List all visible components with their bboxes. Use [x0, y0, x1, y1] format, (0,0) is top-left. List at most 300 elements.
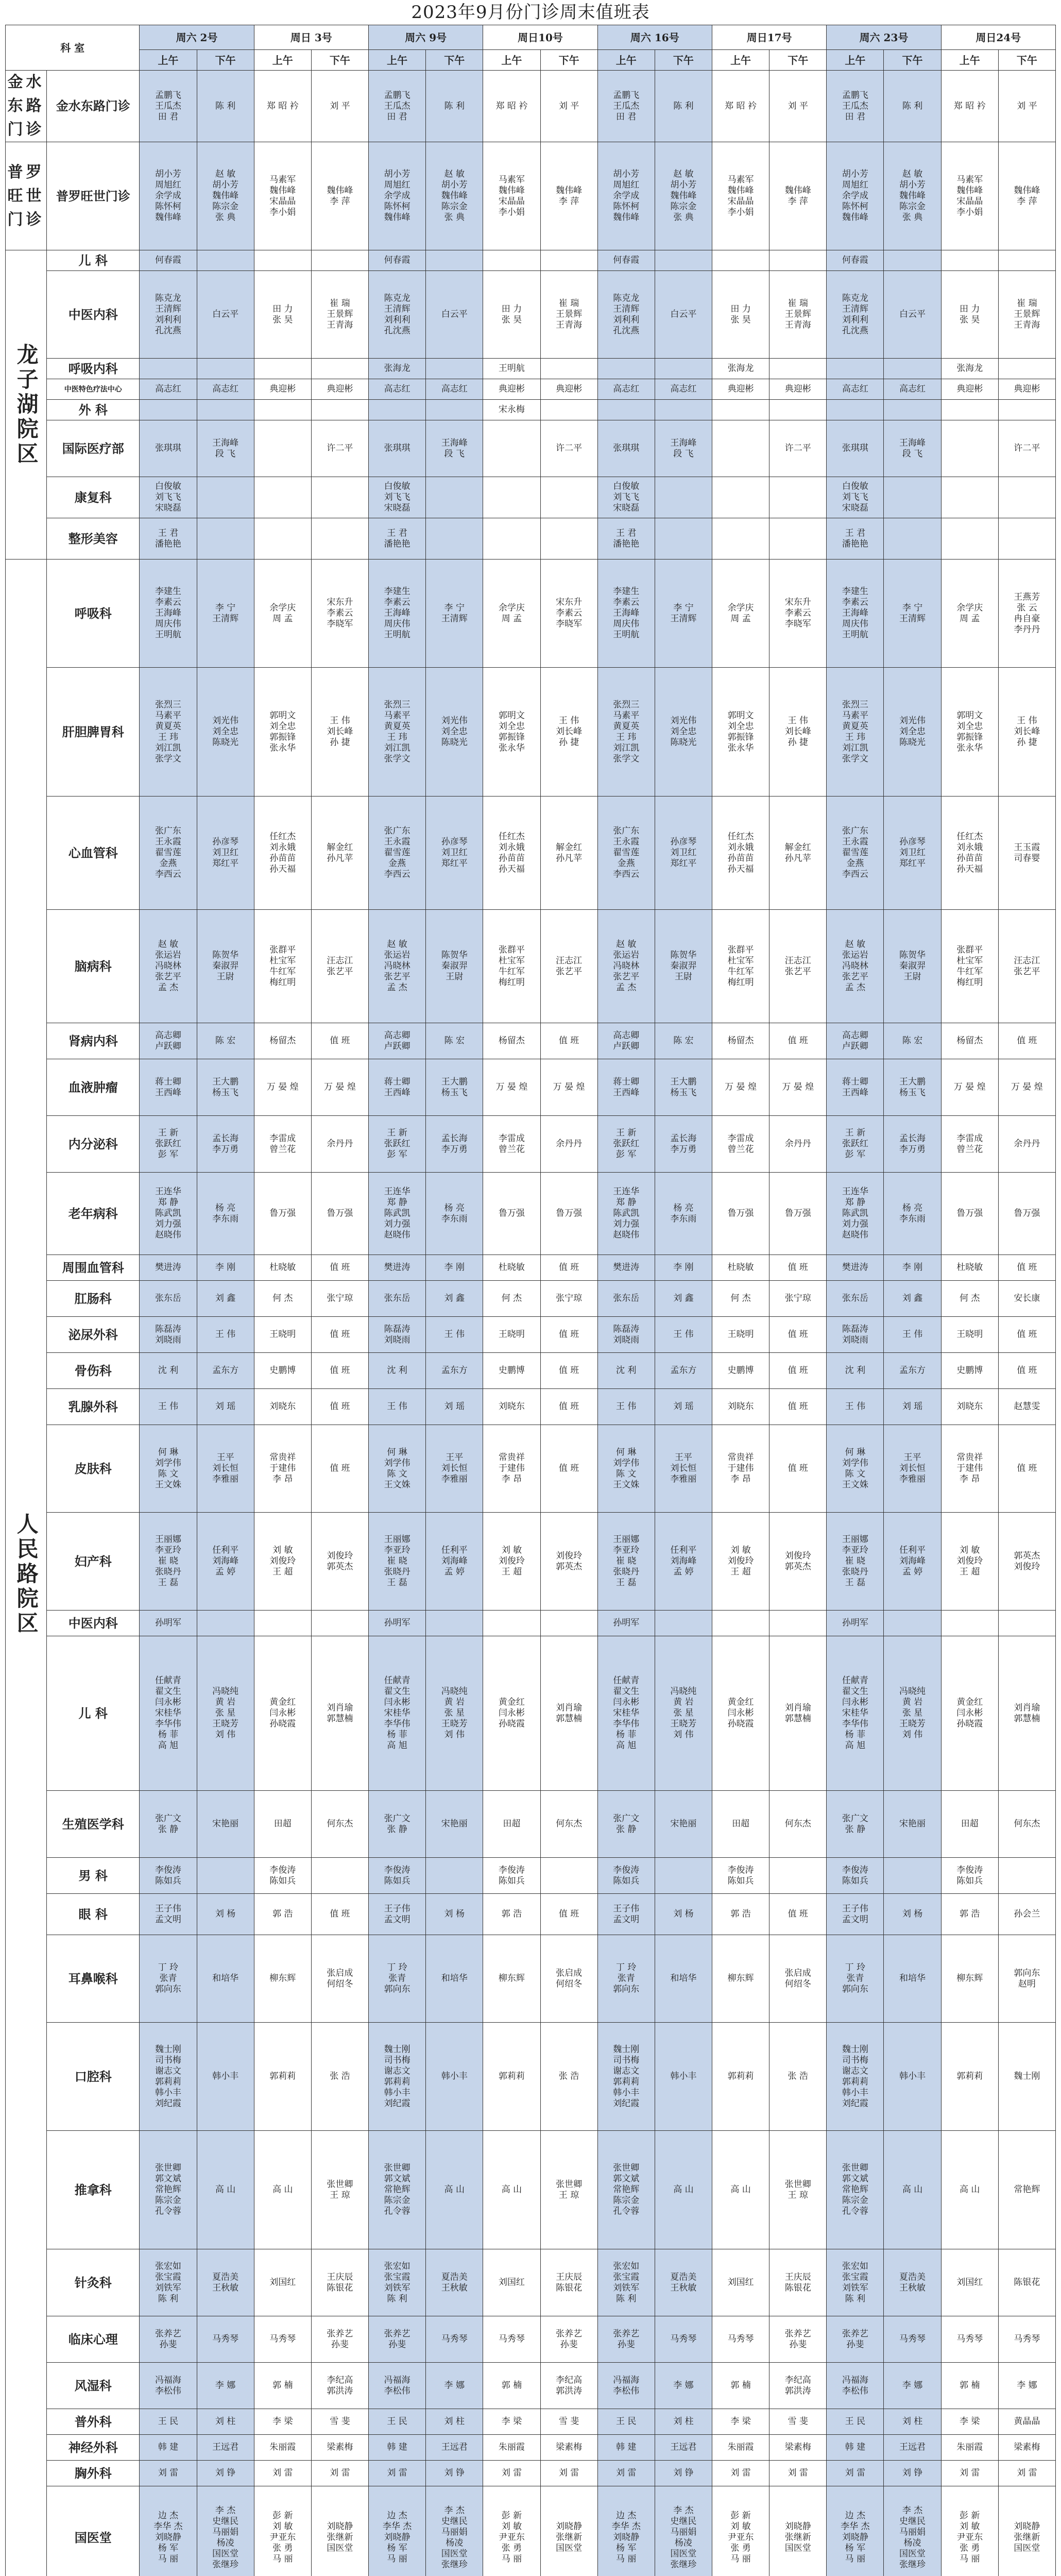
schedule-row [6, 250, 1056, 271]
duty-cell: 刘 柱 [197, 2409, 254, 2435]
duty-cell: 魏士刚 司书梅 谢志文 郭莉莉 韩小丰 刘纪霞 [369, 2023, 426, 2131]
duty-cell: 常贵祥 于建伟 李 昂 [712, 1425, 769, 1513]
duty-cell: 王大鹏 杨玉飞 [197, 1059, 254, 1116]
duty-cell: 刘晓静 张继新 国医堂 [540, 2486, 597, 2576]
duty-cell: 刘晓静 张继新 国医堂 [998, 2486, 1055, 2576]
duty-cell: 史鹏博 [254, 1353, 311, 1389]
duty-cell: 任红杰 刘永娥 孙苗苗 孙天福 [941, 796, 998, 910]
duty-cell: 王连华 郑 静 陈武凯 刘力强 赵晓伟 [827, 1173, 884, 1255]
duty-cell: 马素军 魏伟峰 宋晶晶 李小娟 [483, 142, 540, 250]
duty-cell: 张启成 何绍冬 [769, 1935, 827, 2023]
duty-cell: 丁 玲 张青 郭向东 [369, 1935, 426, 2023]
duty-cell: 李俊涛 陈如兵 [941, 1858, 998, 1894]
duty-cell: 韩小丰 [655, 2023, 712, 2131]
duty-cell: 杨留杰 [254, 1023, 311, 1059]
duty-cell: 李 梁 [483, 2409, 540, 2435]
department-label: 整形美容 [47, 518, 140, 560]
duty-cell: 王连华 郑 静 陈武凯 刘力强 赵晓伟 [369, 1173, 426, 1255]
duty-cell: 赵 敏 张运岩 冯晓林 张艺平 孟 杰 [140, 910, 197, 1023]
duty-cell: 典迎彬 [483, 379, 540, 400]
duty-cell: 鲁万强 [941, 1173, 998, 1255]
pm-header: 下午 [540, 50, 597, 71]
department-label: 普罗旺世门诊 [47, 142, 140, 250]
duty-cell: 冯晓纯 黄 岩 张 星 王晓芳 刘 伟 [884, 1636, 941, 1791]
duty-cell: 余学庆 周 孟 [712, 560, 769, 668]
duty-cell: 赵 敏 胡小芳 魏伟峰 陈宗金 张 典 [655, 142, 712, 250]
schedule-row [6, 2435, 1056, 2461]
duty-cell: 和培华 [197, 1935, 254, 2023]
duty-cell: 值 班 [769, 1425, 827, 1513]
duty-cell: 郭莉莉 [941, 2023, 998, 2131]
duty-cell: 何 杰 [712, 1281, 769, 1317]
duty-cell: 高志红 [597, 379, 655, 400]
duty-cell: 杨留杰 [483, 1023, 540, 1059]
schedule-row [6, 1425, 1056, 1513]
duty-cell: 白云平 [426, 271, 483, 359]
duty-cell: 李俊涛 陈如兵 [254, 1858, 311, 1894]
duty-cell: 张广文 张 静 [140, 1791, 197, 1858]
duty-cell: 刘 柱 [884, 2409, 941, 2435]
duty-cell: 王 新 张跃红 彭 军 [140, 1116, 197, 1173]
duty-cell [311, 359, 368, 379]
duty-cell: 何春霞 [597, 250, 655, 271]
duty-cell: 韩小丰 [426, 2023, 483, 2131]
duty-cell: 张琪琪 [140, 420, 197, 477]
duty-cell: 郭明文 刘全忠 郭振锋 张永华 [712, 668, 769, 796]
duty-cell: 柳东辉 [941, 1935, 998, 2023]
duty-cell: 孙彦琴 刘卫红 郑红平 [884, 796, 941, 910]
duty-cell: 刘 雷 [597, 2461, 655, 2486]
duty-cell: 汪志江 张艺平 [769, 910, 827, 1023]
duty-cell: 王 民 [369, 2409, 426, 2435]
duty-cell [254, 250, 311, 271]
duty-cell [769, 250, 827, 271]
duty-cell: 陈 利 [655, 71, 712, 142]
duty-cell [655, 359, 712, 379]
duty-cell: 史鹏博 [941, 1353, 998, 1389]
department-label: 国医堂 [47, 2486, 140, 2576]
schedule-row [6, 2363, 1056, 2409]
duty-cell: 孟长海 李万勇 [426, 1116, 483, 1173]
duty-cell: 陈克龙 王清辉 刘利利 孔沈燕 [597, 271, 655, 359]
department-label: 康复科 [47, 477, 140, 518]
duty-cell: 冯晓纯 黄 岩 张 星 王晓芳 刘 伟 [655, 1636, 712, 1791]
day-header: 周日 3号 [254, 25, 368, 50]
duty-cell: 刘 鑫 [884, 1281, 941, 1317]
duty-cell [655, 250, 712, 271]
duty-cell: 何春霞 [369, 250, 426, 271]
duty-cell: 王晓明 [941, 1317, 998, 1353]
department-label: 呼吸内科 [47, 359, 140, 379]
duty-cell: 宋东升 李素云 李晓军 [311, 560, 368, 668]
duty-cell: 白俊敏 刘飞飞 宋晓磊 [140, 477, 197, 518]
duty-cell [941, 400, 998, 420]
pm-header: 下午 [655, 50, 712, 71]
duty-cell: 张广东 王永霞 翟雪莲 金燕 李西云 [827, 796, 884, 910]
duty-cell [941, 477, 998, 518]
duty-cell: 刘 敏 刘俊玲 王 超 [941, 1513, 998, 1611]
duty-cell: 典迎彬 [769, 379, 827, 400]
duty-cell: 王庆辰 陈银花 [311, 2249, 368, 2316]
duty-cell: 王 伟 [827, 1389, 884, 1425]
duty-cell: 夏浩美 王秋敏 [884, 2249, 941, 2316]
duty-cell: 樊进涛 [140, 1255, 197, 1281]
duty-cell: 王大鹏 杨玉飞 [426, 1059, 483, 1116]
duty-cell: 鲁万强 [998, 1173, 1055, 1255]
duty-cell: 田 力 张 昊 [254, 271, 311, 359]
duty-cell: 田 力 张 昊 [941, 271, 998, 359]
duty-cell: 张群平 杜宝军 牛红军 梅红明 [712, 910, 769, 1023]
schedule-row [6, 1116, 1056, 1173]
duty-cell: 张养艺 孙斐 [311, 2316, 368, 2363]
duty-cell [941, 518, 998, 560]
area-label: 金水东路门诊 [6, 71, 47, 142]
duty-cell: 黄金红 闫永彬 孙晓霞 [254, 1636, 311, 1791]
duty-cell: 杨留杰 [712, 1023, 769, 1059]
duty-cell: 高志红 [197, 379, 254, 400]
duty-cell: 陈克龙 王清辉 刘利利 孔沈燕 [140, 271, 197, 359]
duty-cell: 彭 新 刘 敏 尹亚东 张 勇 马 丽 [712, 2486, 769, 2576]
duty-cell: 樊进涛 [827, 1255, 884, 1281]
duty-cell: 鲁万强 [712, 1173, 769, 1255]
duty-cell: 宋艳丽 [426, 1791, 483, 1858]
duty-cell: 张世卿 郭文斌 常艳辉 陈宗金 孔令蓉 [369, 2131, 426, 2249]
am-header: 上午 [941, 50, 998, 71]
duty-cell: 彭 新 刘 敏 尹亚东 张 勇 马 丽 [254, 2486, 311, 2576]
duty-cell: 胡小芳 周旭红 余学成 陈怀柯 魏伟峰 [597, 142, 655, 250]
schedule-row [6, 518, 1056, 560]
duty-cell: 刘 鑫 [426, 1281, 483, 1317]
duty-cell: 王大鹏 杨玉飞 [655, 1059, 712, 1116]
duty-cell: 高志红 [369, 379, 426, 400]
duty-cell: 黄金红 闫永彬 孙晓霞 [483, 1636, 540, 1791]
duty-cell: 陈克龙 王清辉 刘利利 孔沈燕 [827, 271, 884, 359]
duty-cell: 何 琳 刘学伟 陈 文 王文姝 [140, 1425, 197, 1513]
day-header: 周六 23号 [827, 25, 941, 50]
pm-header: 下午 [311, 50, 368, 71]
duty-cell [197, 477, 254, 518]
duty-cell: 郭向东 赵明 [998, 1935, 1055, 2023]
duty-cell [884, 1858, 941, 1894]
duty-cell: 王晓明 [254, 1317, 311, 1353]
duty-cell: 高志红 [884, 379, 941, 400]
duty-cell: 常贵祥 于建伟 李 昂 [254, 1425, 311, 1513]
duty-cell: 张宏如 张宝霞 刘铁军 陈 利 [369, 2249, 426, 2316]
duty-cell [655, 518, 712, 560]
duty-cell: 余丹丹 [540, 1116, 597, 1173]
duty-cell: 李 娜 [998, 2363, 1055, 2409]
duty-cell: 马素军 魏伟峰 宋晶晶 李小娟 [254, 142, 311, 250]
duty-cell: 王平 刘长恒 李雅丽 [884, 1425, 941, 1513]
duty-cell: 高 山 [483, 2131, 540, 2249]
duty-cell: 孙彦琴 刘卫红 郑红平 [426, 796, 483, 910]
duty-cell: 冯福海 李松伟 [369, 2363, 426, 2409]
duty-cell: 杨留杰 [941, 1023, 998, 1059]
duty-cell: 和培华 [884, 1935, 941, 2023]
duty-cell [540, 359, 597, 379]
duty-cell: 白俊敏 刘飞飞 宋晓磊 [369, 477, 426, 518]
duty-cell: 李 梁 [254, 2409, 311, 2435]
duty-cell [827, 400, 884, 420]
duty-cell: 王 伟 刘长峰 孙 捷 [769, 668, 827, 796]
duty-cell: 郭莉莉 [712, 2023, 769, 2131]
duty-cell [769, 359, 827, 379]
duty-cell: 张世卿 郭文斌 常艳辉 陈宗金 孔令蓉 [597, 2131, 655, 2249]
duty-cell: 孙会兰 [998, 1894, 1055, 1935]
duty-cell: 张广东 王永霞 翟雪莲 金燕 李西云 [369, 796, 426, 910]
duty-cell [769, 400, 827, 420]
duty-cell: 张 浩 [769, 2023, 827, 2131]
duty-cell: 刘俊玲 郭英杰 [769, 1513, 827, 1611]
duty-cell [311, 400, 368, 420]
duty-cell: 赵 敏 胡小芳 魏伟峰 陈宗金 张 典 [884, 142, 941, 250]
duty-cell [884, 1611, 941, 1636]
duty-cell: 张养艺 孙斐 [827, 2316, 884, 2363]
duty-cell: 刘俊玲 郭英杰 [540, 1513, 597, 1611]
duty-cell: 刘肖瑜 郭慧楠 [311, 1636, 368, 1791]
duty-cell: 沈 利 [369, 1353, 426, 1389]
duty-cell: 张东岳 [140, 1281, 197, 1317]
duty-cell: 张烈三 马素平 黄夏英 王 玮 刘江凯 张学文 [140, 668, 197, 796]
duty-cell: 王丽娜 李亚玲 崔 晓 张晓丹 王 磊 [597, 1513, 655, 1611]
duty-cell: 王 伟 刘长峰 孙 捷 [998, 668, 1055, 796]
duty-cell: 柳东辉 [254, 1935, 311, 2023]
schedule-row [6, 1281, 1056, 1317]
duty-cell: 张烈三 马素平 黄夏英 王 玮 刘江凯 张学文 [597, 668, 655, 796]
duty-cell: 张宏如 张宝霞 刘铁军 陈 利 [140, 2249, 197, 2316]
duty-cell: 王子伟 孟文明 [369, 1894, 426, 1935]
duty-cell: 何东杰 [769, 1791, 827, 1858]
duty-cell: 值 班 [540, 1389, 597, 1425]
schedule-row [6, 1611, 1056, 1636]
duty-cell: 何 杰 [483, 1281, 540, 1317]
day-header: 周六 9号 [369, 25, 483, 50]
duty-cell: 陈 利 [426, 71, 483, 142]
duty-cell: 李 宁 王清辉 [884, 560, 941, 668]
duty-cell: 李雷成 曾兰花 [254, 1116, 311, 1173]
duty-cell: 王海峰 段 飞 [884, 420, 941, 477]
duty-cell: 史鹏博 [483, 1353, 540, 1389]
duty-cell: 杨 亮 李东雨 [426, 1173, 483, 1255]
duty-cell: 解金红 孙凡苹 [769, 796, 827, 910]
duty-cell: 高 山 [941, 2131, 998, 2249]
duty-cell [540, 250, 597, 271]
duty-cell: 魏士刚 司书梅 谢志文 郭莉莉 韩小丰 刘纪霞 [827, 2023, 884, 2131]
duty-cell: 汪志江 张艺平 [998, 910, 1055, 1023]
duty-cell: 李建生 李素云 王海峰 周庆伟 王明航 [369, 560, 426, 668]
duty-cell: 张养艺 孙斐 [140, 2316, 197, 2363]
duty-cell: 蒋士卿 王西峰 [369, 1059, 426, 1116]
duty-cell: 李 刚 [197, 1255, 254, 1281]
duty-cell: 刘 雷 [483, 2461, 540, 2486]
duty-cell: 刘晓东 [483, 1389, 540, 1425]
duty-cell [140, 359, 197, 379]
duty-cell: 郑 昭 衿 [712, 71, 769, 142]
duty-cell: 张世卿 郭文斌 常艳辉 陈宗金 孔令蓉 [140, 2131, 197, 2249]
department-label: 金水东路门诊 [47, 71, 140, 142]
duty-cell: 王远君 [884, 2435, 941, 2461]
duty-cell [426, 250, 483, 271]
schedule-row [6, 2249, 1056, 2316]
duty-cell: 任献青 翟文生 闫永彬 宋桂华 李华伟 杨 菲 高 旭 [369, 1636, 426, 1791]
duty-cell: 陈 宏 [197, 1023, 254, 1059]
duty-cell [311, 518, 368, 560]
duty-cell [769, 477, 827, 518]
duty-cell: 边 杰 李华 杰 刘晓静 杨 军 马 丽 [369, 2486, 426, 2576]
duty-cell: 冯福海 李松伟 [827, 2363, 884, 2409]
duty-cell: 高志红 [655, 379, 712, 400]
duty-cell: 蒋士卿 王西峰 [827, 1059, 884, 1116]
duty-cell: 王平 刘长恒 李雅丽 [655, 1425, 712, 1513]
duty-cell: 郭莉莉 [483, 2023, 540, 2131]
department-label: 周围血管科 [47, 1255, 140, 1281]
duty-cell: 杜晓敏 [712, 1255, 769, 1281]
schedule-row [6, 1636, 1056, 1791]
department-label: 内分泌科 [47, 1116, 140, 1173]
duty-cell [884, 518, 941, 560]
department-label: 针灸科 [47, 2249, 140, 2316]
duty-cell: 孟东方 [884, 1353, 941, 1389]
duty-cell: 朱丽霞 [712, 2435, 769, 2461]
duty-cell [998, 400, 1055, 420]
duty-cell: 刘国红 [483, 2249, 540, 2316]
duty-cell: 张宁琼 [769, 1281, 827, 1317]
duty-cell: 刘 雷 [140, 2461, 197, 2486]
department-label: 肾病内科 [47, 1023, 140, 1059]
department-label: 皮肤科 [47, 1425, 140, 1513]
duty-cell: 张海龙 [369, 359, 426, 379]
duty-cell: 雪 斐 [769, 2409, 827, 2435]
duty-cell: 张世卿 王 琼 [769, 2131, 827, 2249]
duty-cell: 韩小丰 [884, 2023, 941, 2131]
duty-cell: 崔 瑞 王景辉 王青海 [311, 271, 368, 359]
duty-cell: 陈银花 [998, 2249, 1055, 2316]
duty-cell: 樊进涛 [369, 1255, 426, 1281]
schedule-row [6, 796, 1056, 910]
am-header: 上午 [712, 50, 769, 71]
duty-cell: 宋艳丽 [655, 1791, 712, 1858]
duty-cell: 魏伟峰 李 萍 [540, 142, 597, 250]
duty-cell: 张群平 杜宝军 牛红军 梅红明 [254, 910, 311, 1023]
duty-cell: 王丽娜 李亚玲 崔 晓 张晓丹 王 磊 [369, 1513, 426, 1611]
schedule-row [6, 668, 1056, 796]
schedule-row [6, 420, 1056, 477]
am-header: 上午 [254, 50, 311, 71]
duty-cell [998, 1858, 1055, 1894]
duty-cell: 柳东辉 [483, 1935, 540, 2023]
duty-cell: 刘 敏 刘俊玲 王 超 [254, 1513, 311, 1611]
duty-cell: 王 君 潘艳艳 [140, 518, 197, 560]
duty-cell: 杜晓敏 [941, 1255, 998, 1281]
duty-cell: 孟鹏飞 王瓜杰 田 君 [140, 71, 197, 142]
duty-cell: 孟东方 [426, 1353, 483, 1389]
duty-cell [769, 1611, 827, 1636]
duty-cell [655, 400, 712, 420]
department-label: 风湿科 [47, 2363, 140, 2409]
schedule-row [6, 1255, 1056, 1281]
duty-cell: 孟长海 李万勇 [884, 1116, 941, 1173]
duty-cell: 值 班 [540, 1353, 597, 1389]
duty-cell [426, 518, 483, 560]
duty-cell: 魏伟峰 李 萍 [311, 142, 368, 250]
duty-cell: 鲁万强 [254, 1173, 311, 1255]
duty-cell: 值 班 [769, 1255, 827, 1281]
duty-cell: 王 君 潘艳艳 [369, 518, 426, 560]
duty-cell: 张烈三 马素平 黄夏英 王 玮 刘江凯 张学文 [827, 668, 884, 796]
duty-cell: 李 娜 [884, 2363, 941, 2409]
duty-cell: 刘 瑶 [426, 1389, 483, 1425]
schedule-row [6, 2486, 1056, 2576]
duty-cell: 李 宁 王清辉 [197, 560, 254, 668]
duty-cell: 陈磊涛 刘晓雨 [597, 1317, 655, 1353]
duty-cell: 汪志江 张艺平 [311, 910, 368, 1023]
duty-cell: 任利平 刘海峰 孟 婷 [197, 1513, 254, 1611]
duty-cell: 任献青 翟文生 闫永彬 宋桂华 李华伟 杨 菲 高 旭 [597, 1636, 655, 1791]
duty-cell: 刘俊玲 郭英杰 [311, 1513, 368, 1611]
duty-cell: 值 班 [311, 1894, 368, 1935]
duty-cell: 魏士刚 司书梅 谢志文 郭莉莉 韩小丰 刘纪霞 [140, 2023, 197, 2131]
duty-cell [197, 518, 254, 560]
duty-cell: 郭 浩 [483, 1894, 540, 1935]
duty-cell: 宋艳丽 [197, 1791, 254, 1858]
duty-cell: 刘 铮 [655, 2461, 712, 2486]
duty-cell: 李 娜 [426, 2363, 483, 2409]
duty-cell: 朱丽霞 [483, 2435, 540, 2461]
duty-cell: 王远君 [197, 2435, 254, 2461]
duty-cell: 李纪高 郭洪涛 [311, 2363, 368, 2409]
duty-cell: 郭 楠 [941, 2363, 998, 2409]
duty-cell [540, 1611, 597, 1636]
duty-cell [311, 1858, 368, 1894]
duty-cell: 王 新 张跃红 彭 军 [369, 1116, 426, 1173]
duty-cell: 典迎彬 [540, 379, 597, 400]
duty-cell [311, 250, 368, 271]
duty-cell: 白云平 [197, 271, 254, 359]
duty-cell: 许二平 [998, 420, 1055, 477]
schedule-row [6, 142, 1056, 250]
duty-cell: 田超 [712, 1791, 769, 1858]
duty-cell: 值 班 [998, 1023, 1055, 1059]
duty-cell: 刘晓东 [254, 1389, 311, 1425]
duty-cell: 刘 瑶 [884, 1389, 941, 1425]
duty-cell: 杜晓敏 [254, 1255, 311, 1281]
duty-cell: 值 班 [540, 1425, 597, 1513]
duty-cell: 陈贺华 秦淑羿 王尉 [426, 910, 483, 1023]
duty-cell: 白云平 [655, 271, 712, 359]
department-label: 口腔科 [47, 2023, 140, 2131]
duty-cell: 张东岳 [597, 1281, 655, 1317]
duty-cell: 孟长海 李万勇 [655, 1116, 712, 1173]
duty-cell: 刘晓东 [712, 1389, 769, 1425]
duty-cell [197, 250, 254, 271]
duty-cell: 李俊涛 陈如兵 [483, 1858, 540, 1894]
duty-cell [483, 250, 540, 271]
header-days-row [6, 25, 1056, 50]
duty-cell: 万 晏 煌 [254, 1059, 311, 1116]
duty-cell: 王连华 郑 静 陈武凯 刘力强 赵晓伟 [597, 1173, 655, 1255]
duty-cell: 杨 亮 李东雨 [884, 1173, 941, 1255]
duty-cell: 刘光伟 刘全忠 陈晓光 [655, 668, 712, 796]
duty-cell: 马秀琴 [998, 2316, 1055, 2363]
duty-cell: 高志卿 卢跃卿 [597, 1023, 655, 1059]
schedule-row [6, 71, 1056, 142]
duty-cell: 马素军 魏伟峰 宋晶晶 李小娟 [712, 142, 769, 250]
duty-cell: 常贵祥 于建伟 李 昂 [483, 1425, 540, 1513]
duty-cell: 郭明文 刘全忠 郭振锋 张永华 [254, 668, 311, 796]
duty-cell: 刘 鑫 [197, 1281, 254, 1317]
duty-cell: 张养艺 孙斐 [769, 2316, 827, 2363]
schedule-row [6, 400, 1056, 420]
